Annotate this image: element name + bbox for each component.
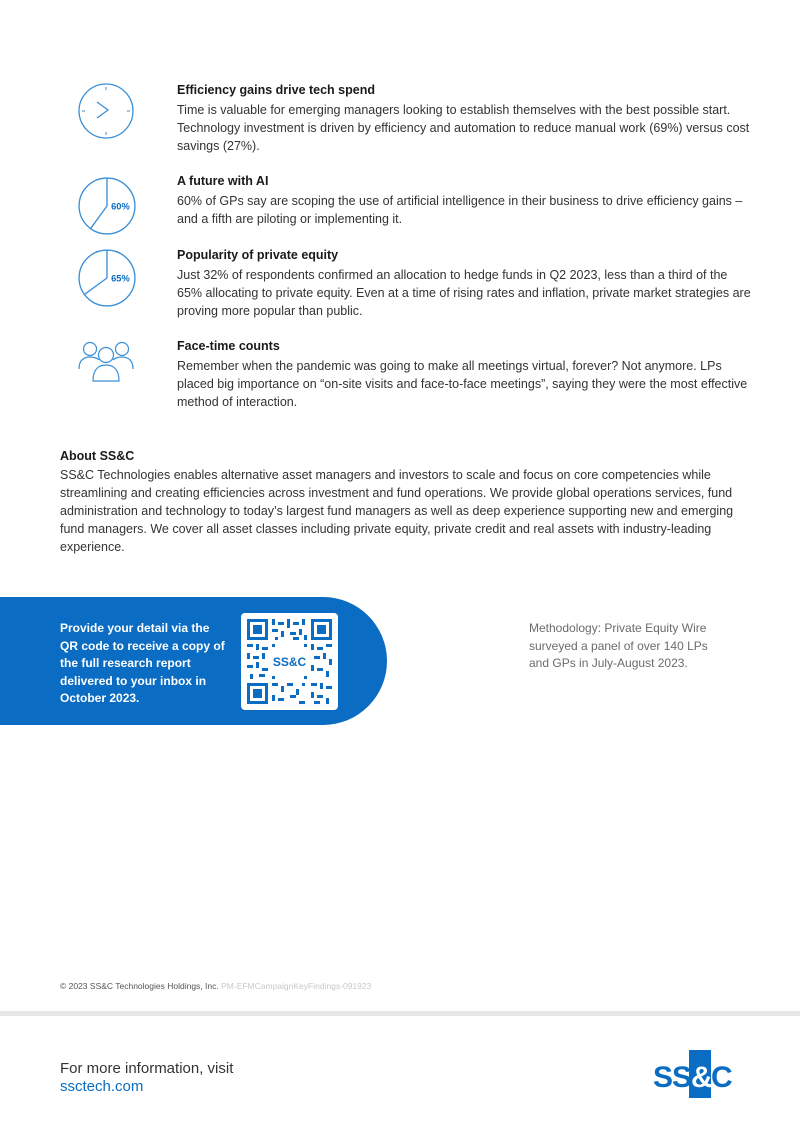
more-info-text: For more information, visit [60,1060,234,1077]
qr-code-icon [247,619,332,704]
finding-title: Popularity of private equity [177,248,339,262]
people-group-icon [77,339,135,383]
about-title: About SS&C [60,449,135,463]
finding-body: Time is valuable for emerging managers looking to establish themselves with the best possible start. Technology investment is driven by efficiency and automation to reduce manual work (69%) versus cost savings (27%). [177,103,750,153]
qr-code[interactable] [241,613,338,710]
svg-text:C: C [711,1061,733,1094]
document-code: PM-EFMCampaignKeyFindings-091923 [221,981,372,991]
clock-icon [77,82,135,140]
finding-title: Efficiency gains drive tech spend [177,83,375,97]
about-section [60,448,740,556]
ssc-logo [651,1050,739,1098]
copyright [60,981,371,991]
about-body: SS&C Technologies enables alternative asset managers and investors to scale and focus on core competencies while streamlining and creating efficiencies across investment and fund operations. We provide global operations services, fund administration and technology to today’s largest fund managers as well as deep experience supporting new and emerging fund managers. We cover all asset classes including private equity, private credit and real assets with industry-leading experience. [60,468,734,554]
svg-text:SS: SS [653,1061,692,1094]
finding-title: A future with AI [177,174,269,188]
finding-body: Just 32% of respondents confirmed an allocation to hedge funds in Q2 2023, less than a third of the 65% allocating to private equity. Even at a time of rising rates and inflation, private market strategies are proving more popular than public. [177,268,751,318]
copyright-text: © 2023 SS&C Technologies Holdings, Inc. [60,981,219,991]
more-info [60,1060,233,1096]
svg-text:&: & [691,1061,713,1094]
qr-center-label: SS&C [272,655,307,669]
pie-65-label: 65% [111,273,130,284]
methodology-note: Methodology: Private Equity Wire surveyed a panel of over 140 LPs and GPs in July-August 2023. [529,621,708,670]
footer-divider [0,1011,800,1016]
finding-body: 60% of GPs say are scoping the use of artificial intelligence in their business to drive efficiency gains – and a fifth are piloting or implementing it. [177,194,743,226]
pie-60-icon [77,176,137,236]
pie-65-icon [77,248,137,308]
finding-body: Remember when the pandemic was going to make all meetings virtual, forever? Not anymore. LPs placed big importance on “on-site visits and face-to-face meetings”, saying they were the most effective method of interaction. [177,359,748,409]
cta-text: Provide your detail via the QR code to receive a copy of the full research report delivered to your inbox in October 2023. [60,621,225,705]
website-link[interactable]: ssctech.com [60,1078,144,1095]
finding-title: Face-time counts [177,339,280,353]
pie-60-label: 60% [111,201,130,212]
